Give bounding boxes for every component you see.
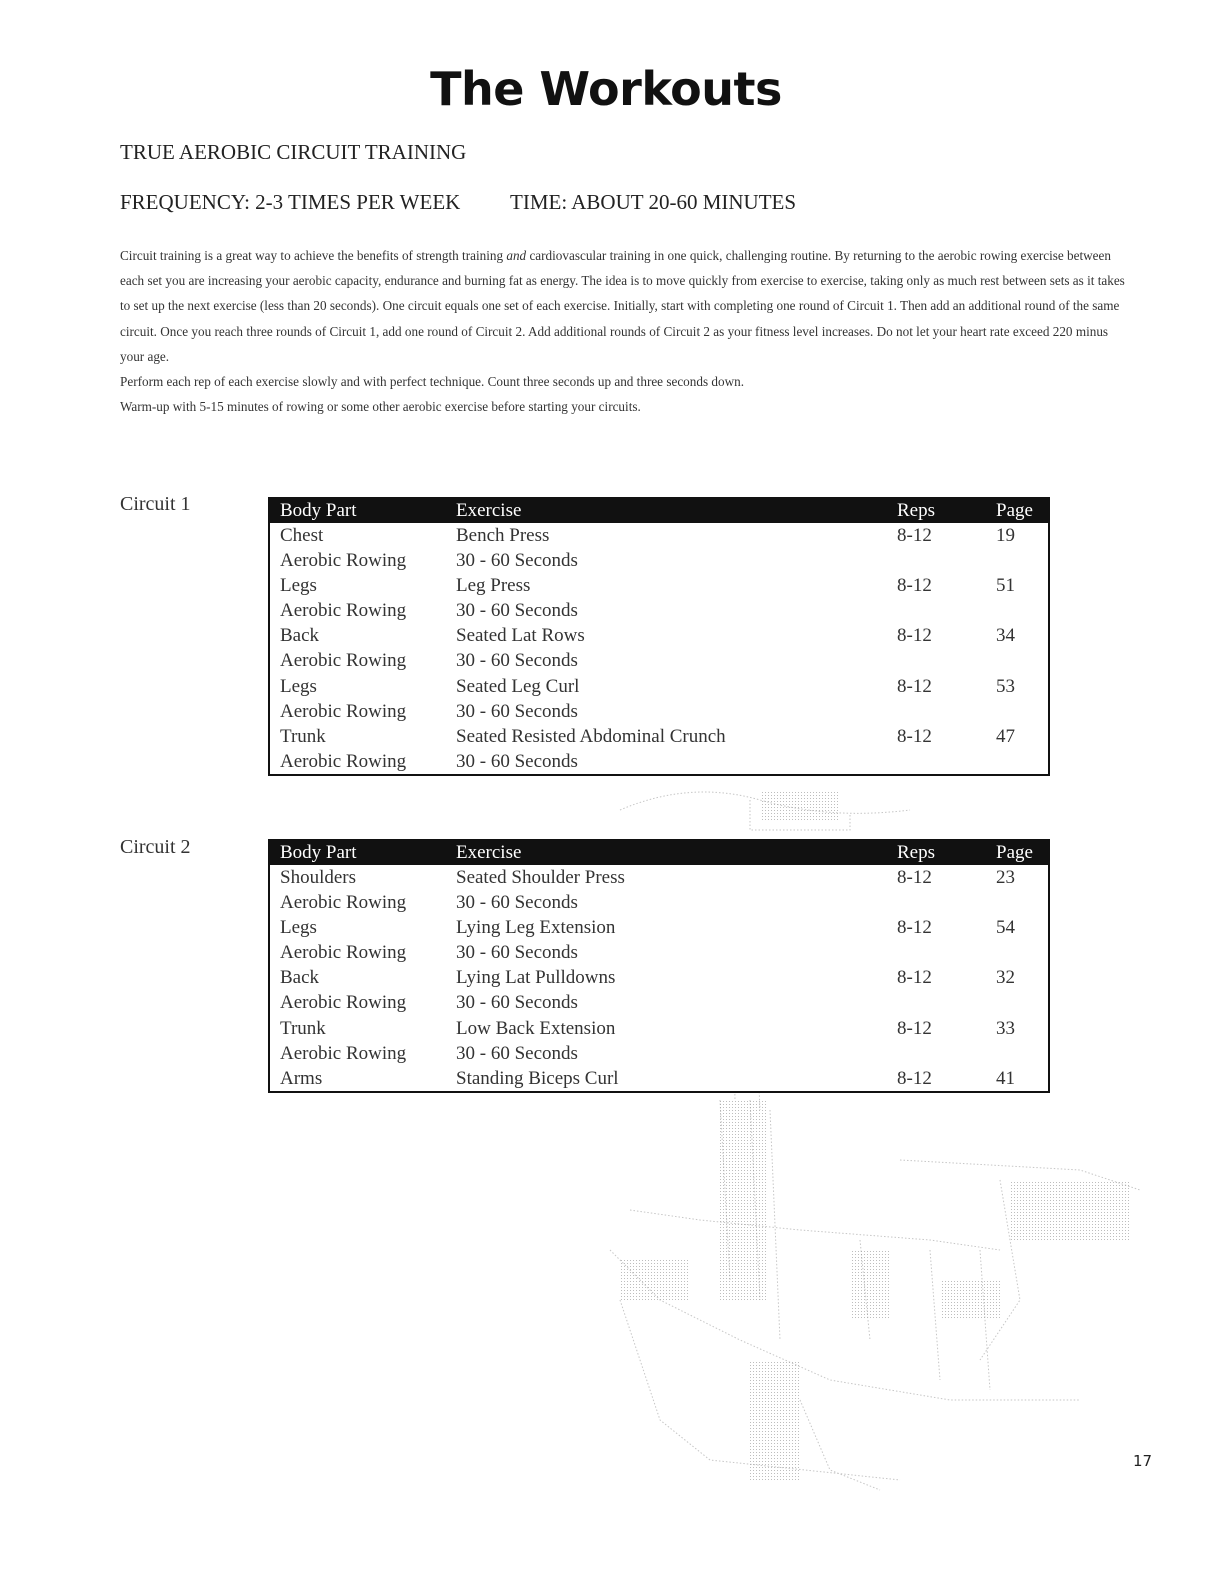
table-row — [270, 699, 1048, 724]
page-cell: 54 — [996, 917, 1015, 939]
reps-cell: 8-12 — [897, 675, 932, 697]
exercise-cell: Seated Leg Curl — [456, 675, 580, 697]
header-page: Page — [996, 500, 1033, 521]
header-reps: Reps — [897, 500, 935, 521]
intro-text — [120, 243, 1130, 419]
page-cell: 33 — [996, 1017, 1015, 1039]
table-row — [270, 598, 1048, 623]
page-cell: 34 — [996, 625, 1015, 647]
body-part-cell: Aerobic Rowing — [280, 650, 407, 672]
exercise-cell: 30 - 60 Seconds — [456, 600, 578, 622]
body-part-cell: Aerobic Rowing — [280, 942, 407, 964]
reps-cell: 8-12 — [897, 525, 932, 546]
body-part-cell: Aerobic Rowing — [280, 700, 407, 722]
exercise-cell: Leg Press — [456, 575, 531, 597]
body-part-cell: Back — [280, 967, 320, 989]
exercise-cell: 30 - 60 Seconds — [456, 942, 578, 964]
table-row — [270, 890, 1048, 915]
body-part-cell: Aerobic Rowing — [280, 892, 407, 914]
table-row — [270, 548, 1048, 573]
body-part-cell: Legs — [280, 917, 317, 939]
reps-cell: 8-12 — [897, 575, 932, 597]
body-part-cell: Arms — [280, 1067, 323, 1089]
reps-cell: 8-12 — [897, 725, 932, 747]
exercise-cell: Low Back Extension — [456, 1017, 616, 1039]
header-reps: Reps — [897, 842, 935, 863]
exercise-cell: Seated Resisted Abdominal Crunch — [456, 725, 726, 747]
page-cell: 41 — [996, 1067, 1015, 1089]
intro-technique: Perform each rep of each exercise slowly and with perfect technique. Count three seconds up and three seconds down. — [120, 374, 744, 390]
header-exercise: Exercise — [456, 500, 522, 521]
page-cell: 32 — [996, 967, 1015, 989]
table-row — [270, 674, 1048, 699]
reps-cell: 8-12 — [897, 1017, 932, 1039]
page-cell: 53 — [996, 675, 1015, 697]
table-header — [270, 841, 1048, 865]
header-exercise: Exercise — [456, 842, 522, 863]
table-row — [270, 724, 1048, 749]
reps-cell: 8-12 — [897, 1067, 932, 1089]
table-row — [270, 1066, 1048, 1091]
body-part-cell: Legs — [280, 675, 317, 697]
exercise-cell: 30 - 60 Seconds — [456, 700, 578, 722]
table-row — [270, 749, 1048, 774]
table-row — [270, 1041, 1048, 1066]
exercise-cell: Standing Biceps Curl — [456, 1067, 619, 1089]
body-part-cell: Legs — [280, 575, 317, 597]
exercise-cell: Lying Lat Pulldowns — [456, 967, 616, 989]
table-row — [270, 573, 1048, 598]
exercise-cell: Lying Leg Extension — [456, 917, 616, 939]
circuit-1-table — [268, 497, 1050, 776]
header-body-part: Body Part — [280, 842, 357, 863]
page-cell: 47 — [996, 725, 1015, 747]
table-row — [270, 523, 1048, 548]
section-heading: TRUE AEROBIC CIRCUIT TRAINING — [120, 140, 467, 164]
header-body-part: Body Part — [280, 500, 357, 521]
circuit-1-label: Circuit 1 — [120, 493, 191, 515]
body-part-cell: Back — [280, 625, 320, 647]
body-part-cell: Shoulders — [280, 867, 356, 888]
page-cell: 23 — [996, 867, 1015, 888]
reps-cell: 8-12 — [897, 967, 932, 989]
body-part-cell: Aerobic Rowing — [280, 600, 407, 622]
exercise-cell: 30 - 60 Seconds — [456, 650, 578, 672]
page-cell: 51 — [996, 575, 1015, 597]
body-part-cell: Aerobic Rowing — [280, 992, 407, 1014]
circuit-2-table — [268, 839, 1050, 1093]
body-part-cell: Aerobic Rowing — [280, 750, 407, 772]
page-title: The Workouts — [430, 62, 782, 116]
frequency-text: FREQUENCY: 2-3 TIMES PER WEEK — [120, 190, 461, 214]
reps-cell: 8-12 — [897, 917, 932, 939]
body-part-cell: Trunk — [280, 1017, 326, 1039]
table-row — [270, 623, 1048, 648]
table-row — [270, 990, 1048, 1015]
table-row — [270, 915, 1048, 940]
page-number: 17 — [1133, 1452, 1153, 1470]
body-part-cell: Aerobic Rowing — [280, 1042, 407, 1064]
intro-warmup: Warm-up with 5-15 minutes of rowing or some other aerobic exercise before starting your circuits. — [120, 399, 641, 415]
table-row — [270, 940, 1048, 965]
exercise-cell: 30 - 60 Seconds — [456, 892, 578, 914]
table-row — [270, 865, 1048, 890]
exercise-cell: 30 - 60 Seconds — [456, 550, 578, 572]
table-row — [270, 965, 1048, 990]
schedule-line — [120, 190, 797, 215]
exercise-cell: 30 - 60 Seconds — [456, 1042, 578, 1064]
body-part-cell: Aerobic Rowing — [280, 550, 407, 572]
intro-paragraph: Circuit training is a great way to achieve the benefits of strength training and cardiovascular training in one quick, challenging routine. By returning to the aerobic rowing exercise between each set you are increasing your aerobic capacity, endurance and burning fat as energy. The idea is to move quickly from exercise to exercise, taking only as much rest between sets as it takes to set up the next exercise (less than 20 seconds). One circuit equals one set of each exercise. Initially, start with completing one round of Circuit 1. Then add an additional round of the same circuit. Once you reach three rounds of Circuit 1, add one round of Circuit 2. Add additional rounds of Circuit 2 as your fitness level increases. Do not let your heart rate exceed 220 minus your age. — [120, 248, 1125, 364]
table-row — [270, 648, 1048, 673]
reps-cell: 8-12 — [897, 625, 932, 647]
exercise-cell: Seated Lat Rows — [456, 625, 585, 647]
exercise-cell: Seated Shoulder Press — [456, 867, 625, 888]
table-row — [270, 1016, 1048, 1041]
exercise-cell: 30 - 60 Seconds — [456, 750, 578, 772]
time-text: TIME: ABOUT 20-60 MINUTES — [510, 190, 797, 214]
circuit-2-label: Circuit 2 — [120, 836, 191, 858]
body-part-cell: Trunk — [280, 725, 326, 747]
exercise-cell: 30 - 60 Seconds — [456, 992, 578, 1014]
header-page: Page — [996, 842, 1033, 863]
table-header — [270, 499, 1048, 523]
exercise-cell: Bench Press — [456, 525, 550, 546]
page-cell: 19 — [996, 525, 1015, 546]
reps-cell: 8-12 — [897, 867, 932, 888]
body-part-cell: Chest — [280, 525, 324, 546]
